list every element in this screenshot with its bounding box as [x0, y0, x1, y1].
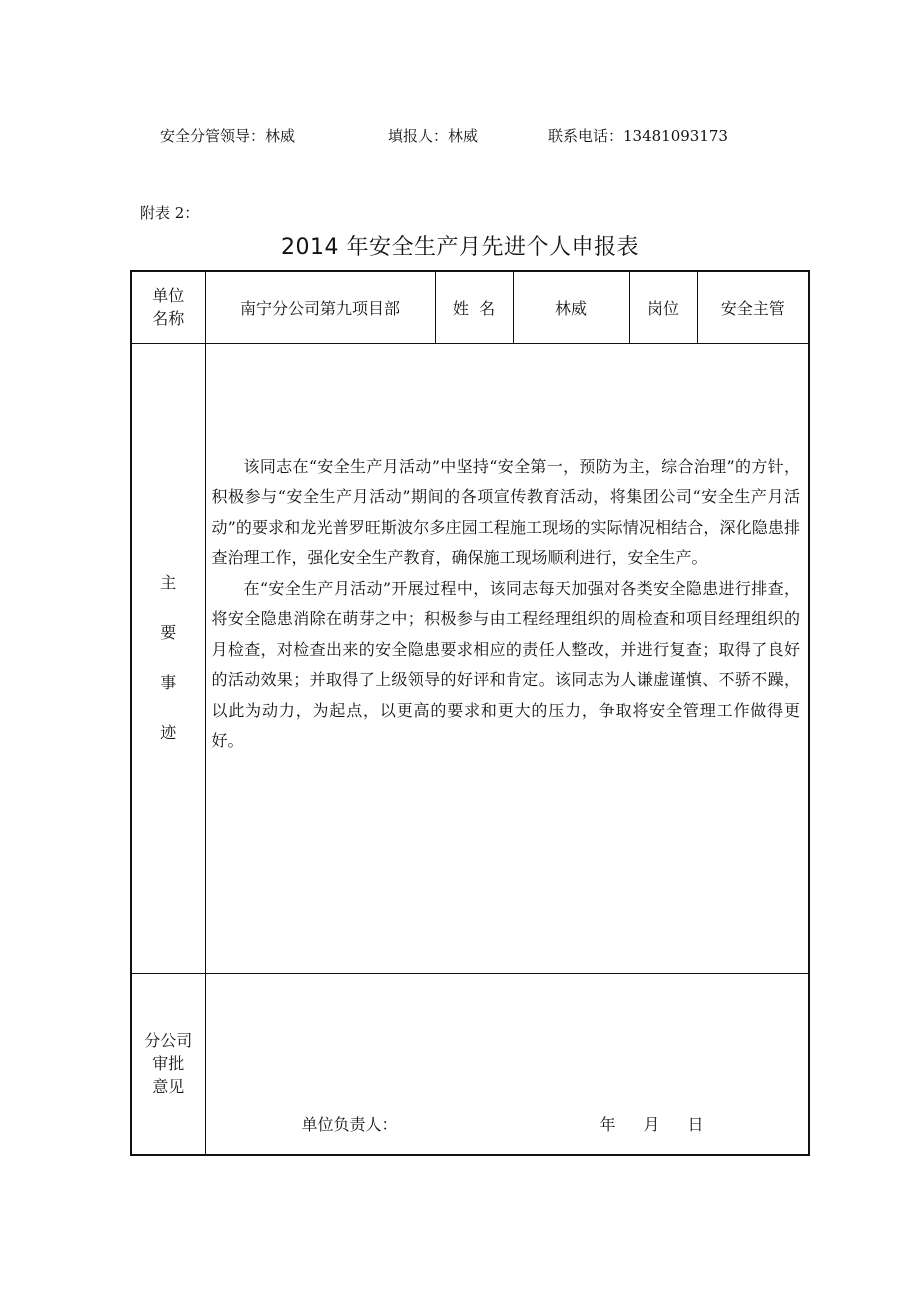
main-deeds-label	[131, 343, 205, 973]
safety-leader-text: 安全分管领导：林威	[160, 127, 296, 145]
approval-content	[205, 973, 809, 1155]
date-day-label: 日	[687, 1114, 704, 1134]
filler-text: 填报人：林威	[388, 127, 479, 145]
position-label: 岗位	[629, 271, 697, 343]
unit-head-signature-label: 单位负责人：	[301, 1114, 398, 1134]
approval-date	[600, 1112, 732, 1135]
unit-name-label-line1: 单位	[152, 286, 185, 306]
table-row-main-deeds	[131, 343, 809, 973]
unit-name-value: 南宁分公司第九项目部	[205, 271, 435, 343]
date-month-label: 月	[643, 1114, 660, 1134]
approval-label-line2: 审批	[152, 1054, 185, 1074]
deeds-paragraph-1: 该同志在“安全生产月活动”中坚持“安全第一，预防为主，综合治理”的方针，积极参与“安全生产月活动”期间的各项宣传教育活动，将集团公司“安全生产月活动”的要求和龙光普罗旺斯波尔多庄园工程施工现场的实际情况相结合，深化隐患排查治理工作，强化安全生产教育，确保施工现场顺利进行，安全生产。	[211, 456, 800, 567]
approval-label-line3: 意见	[152, 1077, 185, 1097]
deeds-paragraph-2: 在“安全生产月活动”开展过程中，该同志每天加强对各类安全隐患进行排查，将安全隐患消除在萌芽之中；积极参与由工程经理组织的周检查和项目经理组织的月检查，对检查出来的安全隐患要求相应的责任人整改，并进行复查；取得了良好的活动效果；并取得了上级领导的好评和肯定。该同志为人谦虚谨慎、不骄不躁，以此为动力，为起点，以更高的要求和更大的压力，争取将安全管理工作做得更好。	[211, 578, 800, 750]
position-value: 安全主管	[697, 271, 809, 343]
unit-name-label	[131, 271, 205, 343]
attachment-label: 附表 2：	[140, 204, 200, 222]
main-deeds-content	[205, 343, 809, 973]
unit-name-label-line2: 名称	[152, 309, 185, 329]
form-title: 2014 年安全生产月先进个人申报表	[281, 235, 639, 260]
name-label	[435, 271, 513, 343]
application-form-table	[130, 270, 810, 1156]
main-deeds-label-char: 要	[160, 623, 177, 642]
main-deeds-label-char: 事	[160, 673, 177, 692]
main-deeds-label-char: 主	[160, 573, 177, 592]
phone-text: 联系电话：13481093173	[548, 127, 728, 145]
name-label-text: 姓 名	[452, 298, 496, 318]
table-row-approval	[131, 973, 809, 1155]
date-year-label: 年	[599, 1114, 616, 1134]
approval-label	[131, 973, 205, 1155]
approval-label-line1: 分公司	[144, 1031, 193, 1051]
main-deeds-label-char: 迹	[160, 723, 177, 742]
name-value: 林威	[513, 271, 629, 343]
table-row-basic-info	[131, 271, 809, 343]
